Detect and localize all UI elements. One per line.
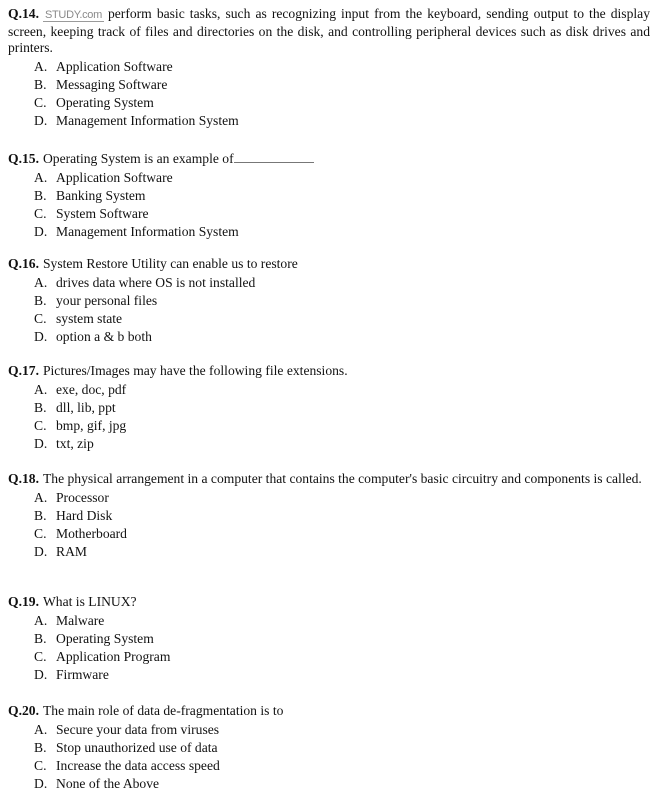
options-list [8, 381, 650, 453]
question-15 [8, 151, 650, 241]
question-text: Q.17. Pictures/Images may have the following file extensions. [8, 363, 348, 378]
option-d: D. Firmware [34, 666, 109, 682]
option-a: A. drives data where OS is not installed [34, 274, 256, 290]
question-16 [8, 256, 650, 346]
option-a: A. Malware [34, 612, 105, 628]
option-c: C. Increase the data access speed [34, 757, 220, 773]
fill-in-blank [234, 152, 314, 163]
option-c: C. bmp, gif, jpg [34, 417, 127, 433]
option-c: C. Application Program [34, 648, 171, 664]
option-a: A. Secure your data from viruses [34, 721, 220, 737]
option-c: C. Operating System [34, 94, 154, 110]
option-d: D. option a & b both [34, 328, 152, 344]
question-text: Q.18. The physical arrangement in a computer that contains the computer's basic circuitry and components is called. [8, 471, 642, 486]
options-list [8, 612, 650, 684]
options-list [8, 274, 650, 346]
option-b: B. Stop unauthorized use of data [34, 739, 218, 755]
question-20 [8, 703, 650, 793]
option-a: A. Application Software [34, 169, 173, 185]
option-d: D. Management Information System [34, 112, 239, 128]
question-number: Q.14. [8, 6, 39, 21]
option-b: B. Hard Disk [34, 507, 113, 523]
question-number: Q.19. [8, 594, 39, 609]
option-b: B. Operating System [34, 630, 154, 646]
option-d: D. RAM [34, 543, 87, 559]
option-b: B. Messaging Software [34, 76, 168, 92]
option-d: D. txt, zip [34, 435, 94, 451]
option-b: B. Banking System [34, 187, 146, 203]
watermark-logo: STUDY.com [44, 9, 102, 21]
option-a: A. Application Software [34, 58, 173, 74]
option-c: C. System Software [34, 205, 149, 221]
question-text: Q.15. Operating System is an example of [8, 151, 650, 168]
options-list [8, 489, 650, 561]
question-17 [8, 363, 650, 453]
question-text: Q.19. What is LINUX? [8, 594, 137, 609]
options-list [8, 58, 650, 130]
question-number: Q.15. [8, 151, 39, 166]
question-text: Q.16. System Restore Utility can enable us to restore [8, 256, 298, 271]
option-d: D. Management Information System [34, 223, 239, 239]
option-c: C. Motherboard [34, 525, 127, 541]
question-18 [8, 471, 650, 561]
option-d: D. None of the Above [34, 775, 160, 791]
question-text: Q.20. The main role of data de-fragmentation is to [8, 703, 284, 718]
options-list [8, 721, 650, 793]
option-b: B. your personal files [34, 292, 158, 308]
question-19 [8, 594, 650, 684]
question-number: Q.16. [8, 256, 39, 271]
option-a: A. exe, doc, pdf [34, 381, 127, 397]
question-14 [8, 6, 650, 130]
option-c: C. system state [34, 310, 123, 326]
options-list [8, 169, 650, 241]
question-number: Q.18. [8, 471, 39, 486]
question-number: Q.17. [8, 363, 39, 378]
option-a: A. Processor [34, 489, 109, 505]
question-text: Q.14. STUDY.com perform basic tasks, such as recognizing input from the keyboard, sending output to the display screen, keeping track of files and directories on the disk, and controlling peripheral devices such as disk drives and printers. [8, 6, 650, 55]
question-number: Q.20. [8, 703, 39, 718]
option-b: B. dll, lib, ppt [34, 399, 116, 415]
